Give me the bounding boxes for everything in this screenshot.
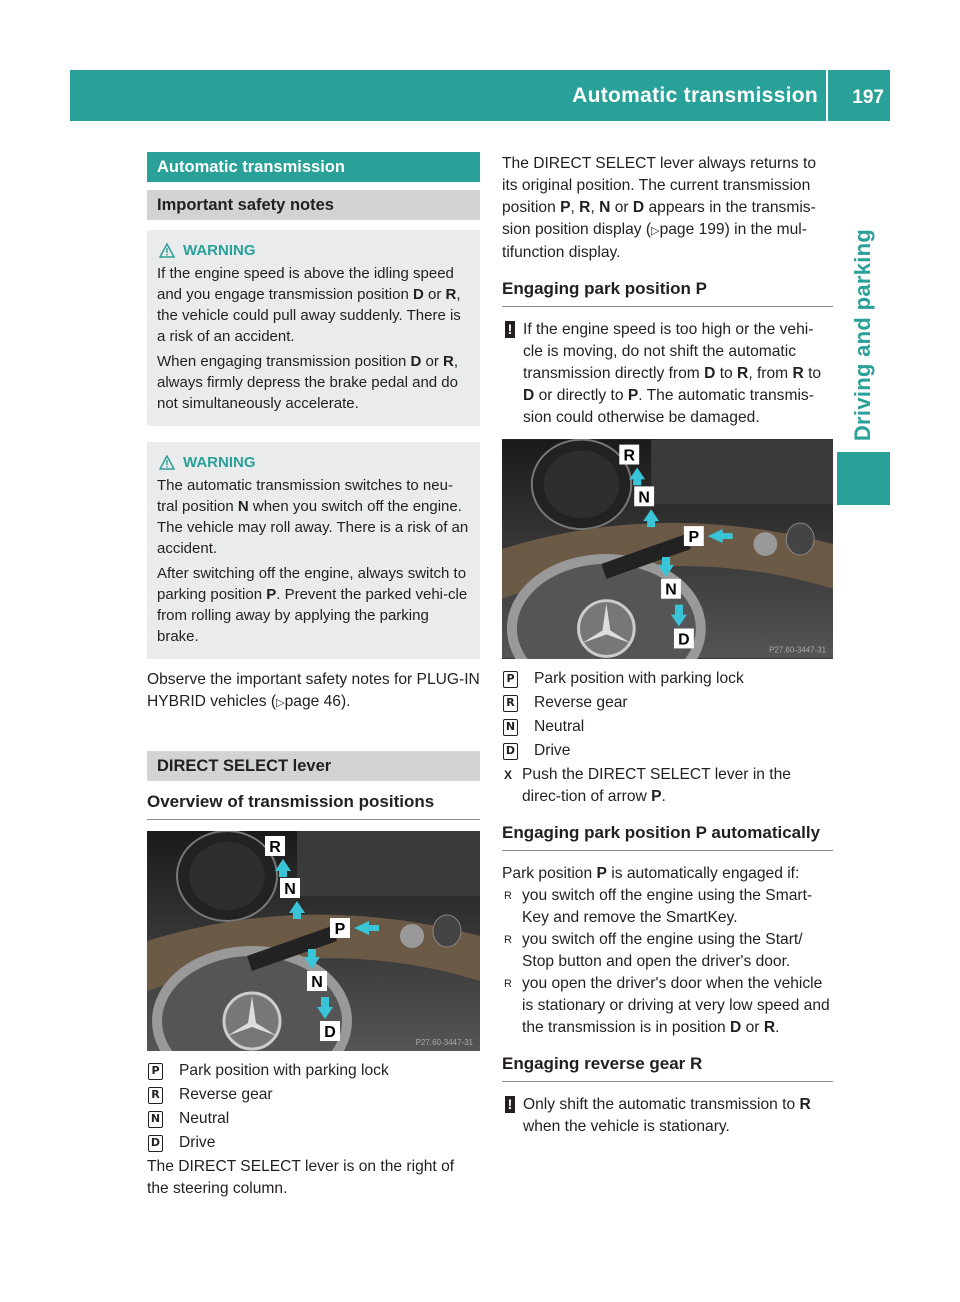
warning-text: If the engine speed is above the idling speed and you engage transmission position D or R, the vehicle could pull away suddenly. There is a risk of an accident. [157,265,461,345]
gear-label-P: P [334,921,346,938]
gear-label-N: N [665,581,677,599]
legend-item: R Reverse gear [147,1084,480,1106]
direct-select-lever-figure [502,439,833,659]
page-ref-icon: ▷ [276,697,285,709]
bullet-icon: R [504,890,512,902]
list-item: R you switch off the engine using the Start/ Stop button and open the driver's door. [502,929,833,973]
section2-title: DIRECT SELECT lever [147,751,480,781]
notice-icon: ! [505,1096,515,1113]
direct-select-lever-figure [147,831,480,1051]
warning-text: When engaging transmission position D or R, always firmly depress the brake pedal and do not simultaneously accelerate. [157,353,459,412]
heading-reverse-gear: Engaging reverse gear R [502,1053,833,1082]
key-icon: D [148,1135,163,1152]
bullet-icon: R [504,934,512,946]
right-column [502,152,833,1138]
page-number: 197 [852,87,884,108]
header-separator [826,70,828,121]
key-icon: P [148,1063,163,1080]
legend-item: P Park position with parking lock [502,668,833,690]
warning-box [147,230,480,426]
key-icon: R [503,695,518,712]
subsection-title: Important safety notes [147,190,480,220]
gear-label-D: D [678,631,690,649]
notice-box: ! Only shift the automatic transmission to R when the vehicle is stationary. [502,1094,833,1138]
key-icon: N [148,1111,163,1128]
warning-header [159,452,470,473]
intro-text: The DIRECT SELECT lever always returns to its original position. The current transmission position P, R, N or D appears in the transmis-sion position display (▷page 199) in the mul-tifunction display. [502,155,817,261]
heading-park-position: Engaging park position P [502,278,833,307]
key-icon: R [148,1087,163,1104]
gear-label-D: D [324,1024,336,1041]
legend-item: N Neutral [147,1108,480,1130]
key-icon: P [503,671,518,688]
warning-text: The automatic transmission switches to neu-tral position N when you switch off the engine. The vehicle may roll away. There is a risk of an accident. [157,477,469,557]
left-column [147,152,480,1200]
warning-label: WARNING [183,242,256,259]
gear-label-N: N [311,974,323,991]
header-title: Automatic transmission [572,84,818,107]
page-ref-link[interactable]: page 46). [284,693,351,710]
warning-box [147,442,480,659]
list-item: R you switch off the engine using the Smart-Key and remove the SmartKey. [502,885,833,929]
gear-label-R: R [623,447,635,465]
auto-park-intro: Park position P is automatically engaged if: [502,865,800,882]
legend-item: P Park position with parking lock [147,1060,480,1082]
page-ref-icon: ▷ [651,225,660,237]
heading-auto-park: Engaging park position P automatically [502,822,833,851]
instruction-arrow-icon: X [504,768,513,782]
legend-item: D Drive [502,740,833,762]
overview-heading: Overview of transmission positions [147,791,480,820]
warning-triangle-icon [159,243,175,258]
legend-item: N Neutral [502,716,833,738]
warning-triangle-icon [159,455,175,470]
gear-label-N: N [284,881,296,898]
warning-text: After switching off the engine, always switch to parking position P. Prevent the parked vehi-cle from rolling away by applying the parking brake. [157,565,468,645]
figure-code: P27.60-3447-31 [415,1038,473,1047]
instruction-step: X Push the DIRECT SELECT lever in the direc-tion of arrow P. [502,764,833,808]
list-item: R you open the driver's door when the vehicle is stationary or driving at very low speed and the transmission is in position D or R. [502,973,833,1039]
notice-icon: ! [505,321,515,338]
gear-label-P: P [688,529,700,547]
legend-item: R Reverse gear [502,692,833,714]
side-tab-label: Driving and parking [850,228,875,442]
page-ref-link[interactable]: page 199) in the mul-tifunction display. [502,221,807,261]
section-title: Automatic transmission [147,152,480,182]
warning-header [159,240,470,261]
key-icon: N [503,719,518,736]
gear-label-N: N [638,489,650,507]
page-header [70,70,890,121]
observe-note: Observe the important safety notes for PLUG-IN HYBRID vehicles (▷page 46). [147,671,480,710]
bullet-icon: R [504,978,512,990]
figure-code: P27.60-3447-31 [769,645,827,655]
key-icon: D [503,743,518,760]
legend-item: D Drive [147,1132,480,1154]
side-tab-marker [837,452,890,505]
notice-box: ! If the engine speed is too high or the vehi-cle is moving, do not shift the automatic transmission directly from D to R, from R to D or directly to P. The automatic transmis-sion could otherwise be damaged. [502,319,833,429]
warning-label: WARNING [183,454,256,471]
gear-label-R: R [269,839,281,856]
closing-text: The DIRECT SELECT lever is on the right of the steering column. [147,1158,455,1197]
